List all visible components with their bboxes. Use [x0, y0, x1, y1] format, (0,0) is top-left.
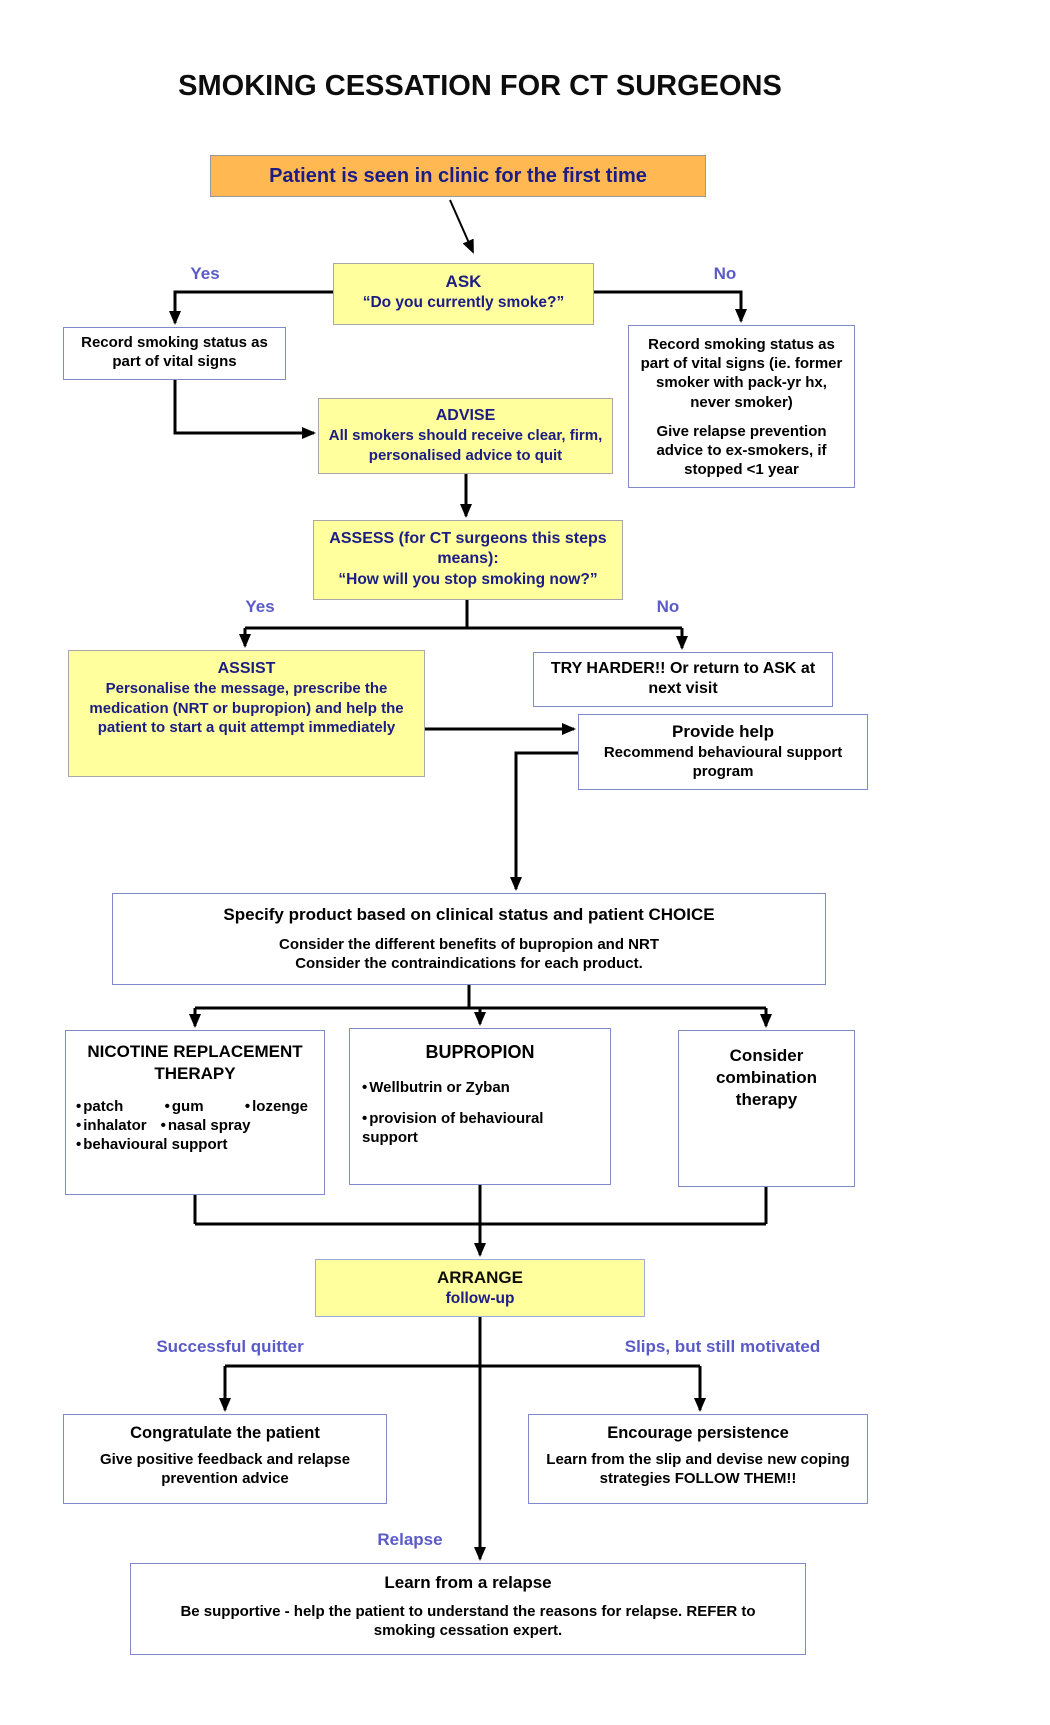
- record-nonsmoker-text-2: Give relapse prevention advice to ex-smokers, if stopped <1 year: [656, 422, 827, 479]
- encourage-title: Encourage persistence: [607, 1424, 789, 1442]
- ask-title: ASK: [445, 272, 482, 291]
- nrt-bullet-gum: • gum: [165, 1097, 204, 1116]
- nrt-bullet-patch: • patch: [76, 1097, 123, 1116]
- label-yes-assess: Yes: [245, 597, 275, 616]
- start-node-label: Patient is seen in clinic for the first time: [269, 165, 647, 187]
- specify-line-2: Consider the contraindications for each product.: [295, 954, 643, 972]
- arrange-node: [315, 1259, 645, 1317]
- nrt-title: NICOTINE REPLACEMENT THERAPY: [87, 1042, 303, 1083]
- arrange-title: ARRANGE: [437, 1268, 523, 1287]
- assist-title: ASSIST: [217, 660, 276, 677]
- learn-relapse-title: Learn from a relapse: [384, 1573, 552, 1592]
- arrow-providehelp-to-specify: [516, 753, 578, 889]
- encourage-text: Learn from the slip and devise new coping strategies FOLLOW THEM!!: [546, 1451, 850, 1488]
- arrow-ask-no: [594, 292, 741, 321]
- ask-node: [333, 263, 594, 325]
- nrt-bullet-nasal-spray: • nasal spray: [161, 1116, 251, 1135]
- label-slips: Slips, but still motivated: [624, 1337, 821, 1356]
- combination-node: [678, 1030, 855, 1187]
- ask-question: “Do you currently smoke?”: [362, 293, 565, 311]
- record-smoker-text: Record smoking status as part of vital signs: [81, 334, 268, 371]
- record-nonsmoker-node: [628, 325, 855, 488]
- assess-node: [313, 520, 623, 600]
- specify-product-node: [112, 893, 826, 985]
- advise-title: ADVISE: [435, 407, 496, 424]
- nrt-bullet-behavioural-support: • behavioural support: [76, 1135, 227, 1154]
- bupropion-title: BUPROPION: [425, 1042, 535, 1062]
- nrt-bullet-inhalator: • inhalator: [76, 1116, 147, 1135]
- learn-relapse-text: Be supportive - help the patient to understand the reasons for relapse. REFER to smoking cessation expert.: [180, 1602, 756, 1639]
- nrt-node: [65, 1030, 325, 1195]
- assist-text: Personalise the message, prescribe the medication (NRT or bupropion) and help the patient to start a quit attempt immediately: [89, 680, 404, 736]
- advise-text: All smokers should receive clear, firm, personalised advice to quit: [328, 427, 603, 464]
- record-nonsmoker-text-1: Record smoking status as part of vital signs (ie. former smoker with pack-yr hx, never smoker): [640, 336, 843, 411]
- label-relapse: Relapse: [377, 1530, 443, 1549]
- start-node: [210, 155, 706, 197]
- congratulate-title: Congratulate the patient: [130, 1424, 320, 1442]
- learn-relapse-node: [130, 1563, 806, 1655]
- provide-help-text: Recommend behavioural support program: [603, 743, 843, 780]
- provide-help-title: Provide help: [671, 722, 775, 741]
- combination-text: Consider combination therapy: [715, 1046, 818, 1109]
- congratulate-text: Give positive feedback and relapse prevention advice: [99, 1451, 351, 1488]
- label-no-assess: No: [656, 597, 680, 616]
- congratulate-node: [63, 1414, 387, 1504]
- advise-node: [318, 398, 613, 474]
- bupropion-bullet-brands: • Wellbutrin or Zyban: [362, 1079, 510, 1096]
- encourage-node: [528, 1414, 868, 1504]
- bupropion-node: [349, 1028, 611, 1185]
- try-harder-text: TRY HARDER!! Or return to ASK at next visit: [550, 660, 816, 698]
- label-yes-ask: Yes: [190, 264, 220, 283]
- arrow-start-to-ask: [450, 200, 473, 252]
- arrow-record-to-advise: [175, 380, 314, 433]
- try-harder-node: [533, 652, 833, 707]
- assess-question: “How will you stop smoking now?”: [338, 570, 598, 588]
- assess-title: ASSESS (for CT surgeons this steps means):: [329, 530, 607, 568]
- specify-title: Specify product based on clinical status and patient CHOICE: [223, 905, 715, 924]
- record-smoker-node: [63, 327, 286, 380]
- specify-line-1: Consider the different benefits of bupropion and NRT: [279, 935, 659, 953]
- label-successful-quitter: Successful quitter: [156, 1337, 304, 1356]
- page-title: SMOKING CESSATION FOR CT SURGEONS: [178, 70, 782, 102]
- label-no-ask: No: [713, 264, 737, 283]
- nrt-bullet-lozenge: • lozenge: [245, 1097, 308, 1116]
- bupropion-bullet-support: • provision of behavioural support: [362, 1110, 543, 1146]
- provide-help-node: [578, 714, 868, 790]
- arrange-text: follow-up: [445, 1289, 515, 1307]
- arrow-ask-yes: [175, 292, 333, 323]
- assist-node: [68, 650, 425, 777]
